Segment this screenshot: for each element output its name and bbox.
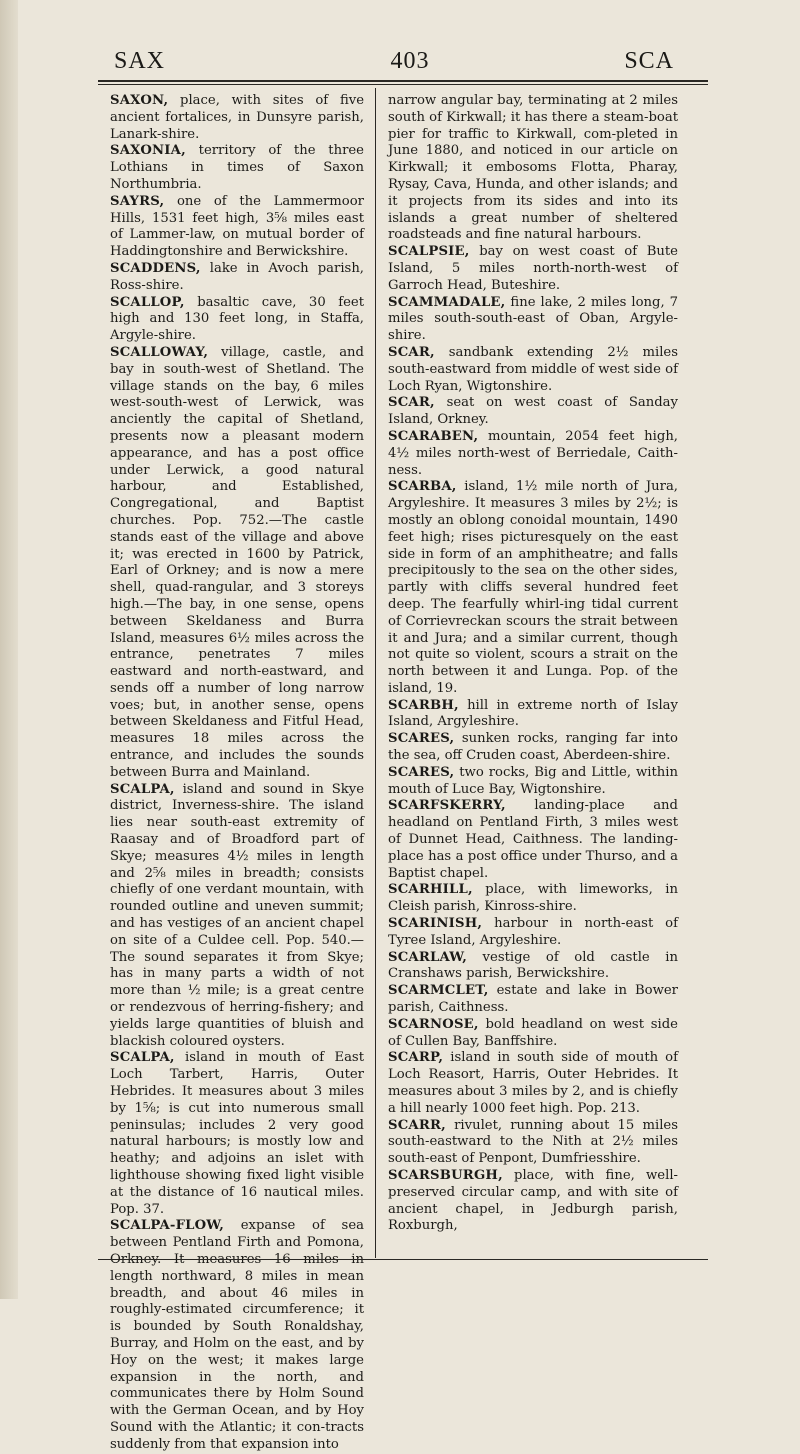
entry-text: territory of the three Lothians in times of Saxon Northumbria. [110,143,364,192]
gazetteer-entry [388,798,678,882]
gazetteer-entry [388,479,678,697]
entry-headword: SCALLOP, [110,294,185,310]
entry-headword: SCAMMADALE, [388,294,506,310]
entry-headword: SAXONIA, [110,143,186,159]
gazetteer-entry [388,244,678,294]
gazetteer-entry [110,1050,364,1218]
entry-text: harbour in north-east of Tyree Island, Argyleshire. [388,916,678,948]
entry-headword: SCARMCLET, [388,983,489,999]
gazetteer-entry [110,782,364,1051]
gazetteer-entry [110,295,364,345]
entry-headword: SCAR, [388,395,435,411]
entry-text: one of the Lammermoor Hills, 1531 feet high, 3⅝ miles east of Lammer-law, on mutual border of Haddingtonshire and Berwickshire. [110,193,364,260]
entry-headword: SCALPA, [110,781,175,797]
entry-text: village, castle, and bay in south-west of Shetland. The village stands on the bay, 6 miles west-south-west of Lerwick, was anciently the capital of Shetland, presents now a pleasant modern appearance, and has a post office under Lerwick, a good natural harbour, and Established, Congregational, and Baptist churches. Pop. 752.—The castle stands east of the village and above it; was erected in 1600 by Patrick, Earl of Orkney; and is now a mere shell, quad-rangular, and 3 storeys high.—The bay, in one sense, opens between Skeldaness and Burra Island, measures 6½ miles across the entrance, penetrates 7 miles eastward and north-eastward, and sends off a number of long narrow voes; but, in another sense, opens between Skeldaness and Fitful Head, measures 18 miles across the entrance, and includes the sounds between Burra and Mainland. [110,344,364,780]
gazetteer-entry [388,395,678,429]
entry-text: sunken rocks, ranging far into the sea, off Cruden coast, Aberdeen-shire. [388,731,678,764]
entry-headword: SCALPA-FLOW, [110,1218,225,1234]
entry-text: bay on west coast of Bute Island, 5 miles north-north-west of Garroch Head, Buteshire. [388,244,678,293]
gazetteer-entry [388,1017,678,1051]
entry-text: narrow angular bay, terminating at 2 miles south of Kirkwall; it has there a steam-boat pier for traffic to Kirkwall, com-pleted in June 1880, and noticed in our article on Kirkwall; it embosoms Flotta, Pharay, Rysay, Cava, Hunda, and other islands; and it projects from its sides and into its islands a great number of sheltered roadsteads and fine natural harbours. [388,93,678,243]
entry-text: island and sound in Skye district, Inverness-shire. The island lies near south-east extremity of Raasay and of Broadford part of Skye; measures 4½ miles in length and 2⅝ miles in breadth; consists chiefly of one verdant mountain, with rounded outline and uneven summit; and has vestiges of an ancient chapel on site of a Culdee cell. Pop. 540.—The sound separates it from Skye; has in many parts a width of not more than ½ mile; is a great centre or rendezvous of herring-fishery; and yields large quantities of bluish and blackish coloured oysters. [110,781,364,1049]
entry-headword: SCARABEN, [388,428,479,444]
entry-text: vestige of old castle in Cranshaws parish, Berwickshire. [388,949,678,982]
entry-headword: SCARHILL, [388,882,473,898]
entry-headword: SCARLAW, [388,949,468,965]
entry-headword: SCARBH, [388,697,459,713]
gazetteer-entry [388,1118,678,1168]
entry-text: place, with limeworks, in Cleish parish, Kinross-shire. [388,882,678,915]
gazetteer-entry [388,916,678,950]
entry-text: landing-place and headland on Pentland Firth, 3 miles west of Dunnet Head, Caithness. The landing-place has a post office under Thurso, and a Baptist chapel. [388,798,678,881]
gazetteer-entry [110,194,364,261]
running-header [100,48,720,80]
header-rule-thin [98,84,708,85]
entry-headword: SCARFSKERRY, [388,798,506,814]
entry-text: place, with fine, well-preserved circular camp, and with site of ancient chapel, in Jedburgh parish, Roxburgh, [388,1168,678,1234]
gazetteer-entry [388,295,678,345]
page-binding-edge [0,0,18,1299]
entry-headword: SCALPSIE, [388,244,470,260]
gazetteer-entry [388,93,678,244]
header-left-guide-word: SAX [114,48,166,74]
entry-text: lake in Avoch parish, Ross-shire. [110,260,364,293]
gazetteer-entry [110,1218,364,1453]
gazetteer-entry [388,950,678,984]
gazetteer-entry [388,1050,678,1117]
gazetteer-entry [388,882,678,916]
header-right-guide-word: SCA [624,48,674,74]
left-column [110,93,364,1454]
entry-headword: SCADDENS, [110,260,201,276]
right-column [388,93,678,1235]
entry-headword: SCARES, [388,764,455,780]
gazetteer-entry [388,345,678,395]
gazetteer-entry [110,261,364,295]
entry-headword: SCALPA, [110,1050,175,1066]
entry-text: island, 1½ mile north of Jura, Argyleshire. It measures 3 miles by 2½; is mostly an oblong conoidal mountain, 1490 feet high; rises picturesquely on the east side in form of an amphitheatre; and falls precipitously to the sea on the other sides, partly with cliffs several hundred feet deep. The fearfully whirl-ing tidal current of Corrievreckan scours the strait between it and Jura; and a similar current, though not quite so violent, scours a strait on the north between it and Lunga. Pop. of the island, 19. [388,479,678,696]
entry-text: island in south side of mouth of Loch Reasort, Harris, Outer Hebrides. It measures about 3 miles by 2, and is chiefly a hill nearly 1000 feet high. Pop. 213. [388,1050,678,1116]
gazetteer-entry [110,345,364,782]
entry-headword: SCARP, [388,1050,444,1066]
entry-text: estate and lake in Bower parish, Caithness. [388,983,678,1016]
entry-headword: SCARBA, [388,479,457,495]
column-divider [375,88,376,1258]
entry-headword: SCARSBURGH, [388,1168,503,1183]
entry-text: hill in extreme north of Islay Island, Argyleshire. [388,697,678,730]
entry-text: mountain, 2054 feet high, 4½ miles north-west of Berriedale, Caith-ness. [388,428,678,478]
entry-headword: SAYRS, [110,193,165,209]
gazetteer-entry [388,731,678,765]
entry-headword: SCARNOSE, [388,1016,479,1032]
entry-text: fine lake, 2 miles long, 7 miles south-south-east of Oban, Argyle-shire. [388,294,678,344]
gazetteer-entry [388,765,678,799]
entry-headword: SCALLOWAY, [110,344,209,360]
entry-headword: SCARINISH, [388,916,483,932]
gazetteer-entry [388,698,678,732]
entry-text: rivulet, running about 15 miles south-eastward to the Nith at 2½ miles south-east of Penpont, Dumfriesshire. [388,1117,678,1167]
entry-text: sandbank extending 2½ miles south-eastward from middle of west side of Loch Ryan, Wigtonshire. [388,344,678,394]
gazetteer-entry [388,429,678,479]
gazetteer-entry [110,143,364,193]
entry-headword: SAXON, [110,93,169,108]
entry-text: basaltic cave, 30 feet high and 130 feet long, in Staffa, Argyle-shire. [110,294,364,344]
gazetteer-entry [110,93,364,143]
footer-rule [98,1259,708,1260]
entry-text: place, with sites of five ancient fortalices, in Dunsyre parish, Lanark-shire. [110,93,364,142]
entry-text: island in mouth of East Loch Tarbert, Harris, Outer Hebrides. It measures about 3 miles by 1⅝; is cut into numerous small peninsulas; includes 2 very good natural harbours; is mostly low and heathy; and adjoins an islet with lighthouse showing fixed light visible at the distance of 16 nautical miles. Pop. 37. [110,1050,364,1217]
entry-text: expanse of sea between Pentland Firth and Pomona, Orkney. It measures 16 miles in length northward, 8 miles in mean breadth, and about 46 miles in roughly-estimated circumference; it is bounded by South Ronaldshay, Burray, and Holm on the east, and by Hoy on the west; it makes large expansion in the north, and communicates there by Holm Sound with the German Ocean, and by Hoy Sound with the Atlantic; it con-tracts suddenly from that expansion into [110,1218,364,1452]
entry-text: two rocks, Big and Little, within mouth of Luce Bay, Wigtonshire. [388,764,678,797]
entry-text: bold headland on west side of Cullen Bay, Banffshire. [388,1016,678,1049]
entry-headword: SCARR, [388,1117,446,1133]
entry-headword: SCAR, [388,344,435,360]
gazetteer-entry [388,983,678,1017]
entry-headword: SCARES, [388,731,455,747]
page-number: 403 [390,48,430,74]
entry-text: seat on west coast of Sanday Island, Orkney. [388,395,678,428]
header-rule [98,80,708,82]
gazetteer-entry [388,1168,678,1235]
